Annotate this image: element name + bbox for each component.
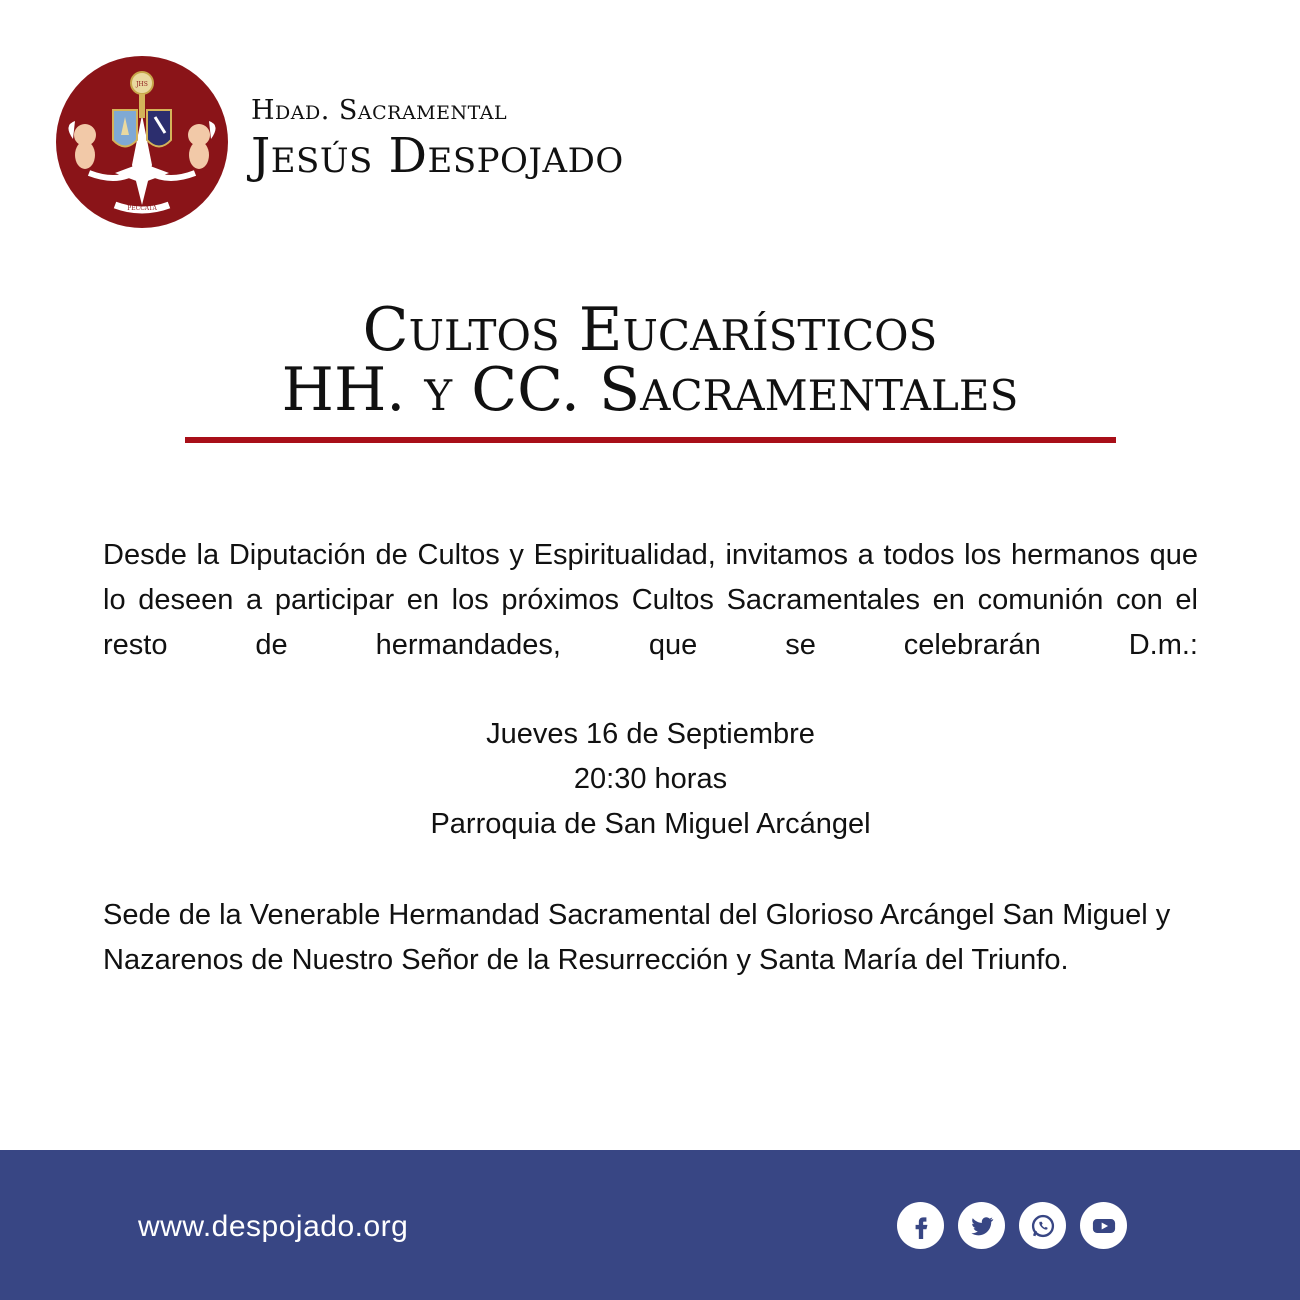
event-date: Jueves 16 de Septiembre [486, 718, 815, 750]
event-place: Parroquia de San Miguel Arcángel [430, 808, 871, 840]
brand-subtitle: Hdad. Sacramental [251, 95, 508, 126]
title-line-1: Cultos Eucarísticos [362, 295, 938, 365]
intro-paragraph: Desde la Diputación de Cultos y Espiritualidad, invitamos a todos los hermanos que lo deseen a participar en los próximos Cultos Sacramentales en comunión con el resto de hermandades, que se celebrarán D.m.: [103, 539, 1198, 661]
facebook-icon[interactable] [897, 1202, 944, 1249]
brand-title: Jesús Despojado [251, 128, 624, 184]
crest-logo [55, 55, 229, 229]
crest-text-bottom: PECCATA [127, 205, 157, 212]
page-title [185, 295, 1115, 425]
title-divider [185, 437, 1116, 443]
event-time: 20:30 horas [573, 763, 728, 795]
footer [0, 1150, 1300, 1300]
social-links [897, 1202, 1127, 1249]
sede-paragraph: Sede de la Venerable Hermandad Sacramental del Glorioso Arcángel San Miguel y Nazarenos de Nuestro Señor de la Resurrección y Santa María del Triunfo. [103, 899, 1171, 976]
crest-text-top: JHS [136, 81, 148, 88]
event-details [103, 712, 1198, 847]
website-link[interactable]: www.despojado.org [138, 1210, 409, 1243]
header [55, 55, 855, 230]
brand [251, 95, 624, 184]
twitter-icon[interactable] [958, 1202, 1005, 1249]
title-line-2: HH. y CC. Sacramentales [281, 355, 1019, 425]
whatsapp-icon[interactable] [1019, 1202, 1066, 1249]
youtube-icon[interactable] [1080, 1202, 1127, 1249]
